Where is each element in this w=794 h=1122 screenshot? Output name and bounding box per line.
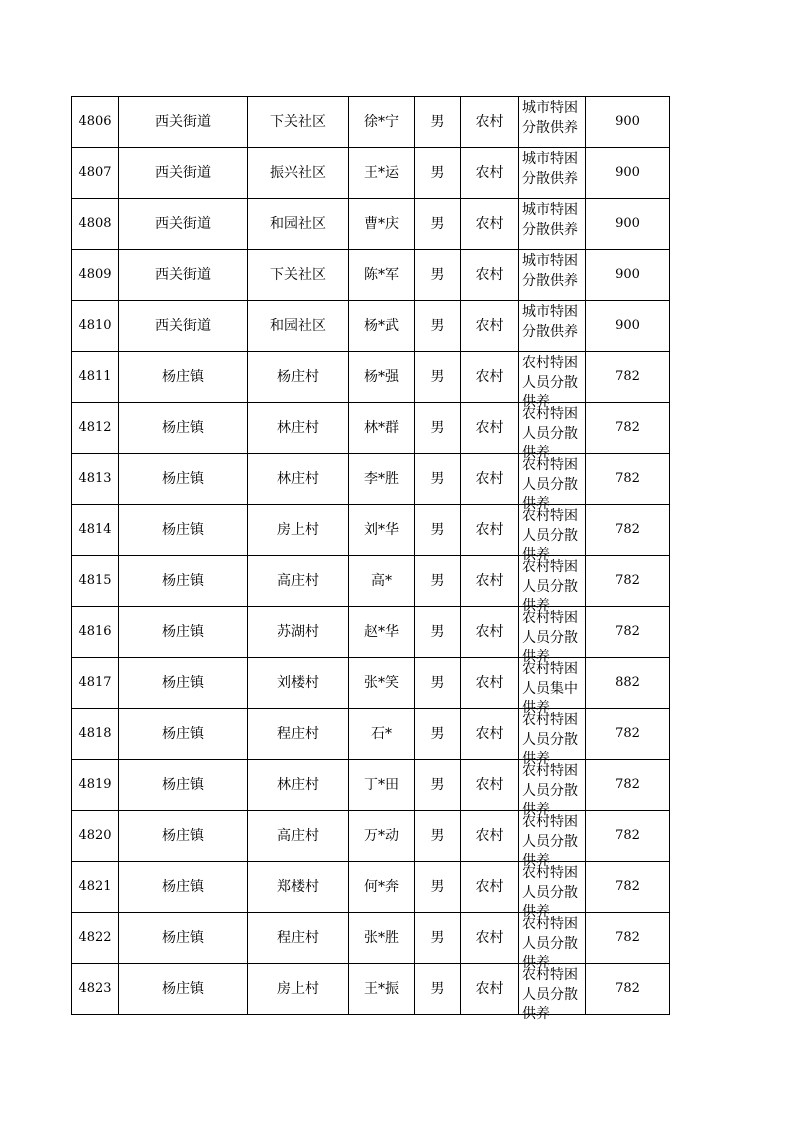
amount-cell: 782 — [586, 964, 670, 1015]
gender-cell: 男 — [415, 301, 461, 352]
town-cell: 杨庄镇 — [119, 352, 248, 403]
amount-cell: 782 — [586, 505, 670, 556]
table-row — [72, 658, 670, 709]
row-id-cell: 4818 — [72, 709, 119, 760]
support-category-cell — [519, 913, 586, 971]
row-id-cell: 4822 — [72, 913, 119, 964]
table-row — [72, 505, 670, 556]
support-category-cell — [519, 862, 586, 920]
support-category-text: 农村特困人员分散供养 — [522, 508, 578, 563]
support-category-cell — [519, 454, 586, 512]
amount-cell: 900 — [586, 148, 670, 199]
person-name-cell: 何*奔 — [349, 862, 415, 913]
residence-type-cell: 农村 — [461, 964, 519, 1015]
residence-type-cell: 农村 — [461, 199, 519, 250]
person-name-cell: 张*胜 — [349, 913, 415, 964]
gender-cell: 男 — [415, 505, 461, 556]
table-row — [72, 199, 670, 250]
support-category-cell — [519, 505, 586, 563]
amount-cell: 900 — [586, 301, 670, 352]
person-name-cell: 张*笑 — [349, 658, 415, 709]
town-cell: 西关街道 — [119, 97, 248, 148]
row-id-cell: 4813 — [72, 454, 119, 505]
row-id-cell: 4810 — [72, 301, 119, 352]
residence-type-cell: 农村 — [461, 607, 519, 658]
person-name-cell: 王*运 — [349, 148, 415, 199]
residence-type-cell: 农村 — [461, 658, 519, 709]
gender-cell: 男 — [415, 403, 461, 454]
town-cell: 杨庄镇 — [119, 556, 248, 607]
town-cell: 杨庄镇 — [119, 709, 248, 760]
table-row — [72, 352, 670, 403]
support-category-cell — [519, 199, 586, 250]
amount-cell: 900 — [586, 97, 670, 148]
gender-cell: 男 — [415, 862, 461, 913]
table-body — [72, 97, 670, 1022]
gender-cell: 男 — [415, 250, 461, 301]
gender-cell: 男 — [415, 199, 461, 250]
person-name-cell: 石* — [349, 709, 415, 760]
village-cell: 高庄村 — [248, 556, 349, 607]
row-id-cell: 4817 — [72, 658, 119, 709]
gender-cell: 男 — [415, 607, 461, 658]
amount-cell: 782 — [586, 454, 670, 505]
row-id-cell: 4806 — [72, 97, 119, 148]
town-cell: 西关街道 — [119, 250, 248, 301]
residence-type-cell: 农村 — [461, 913, 519, 964]
village-cell: 程庄村 — [248, 709, 349, 760]
person-name-cell: 万*动 — [349, 811, 415, 862]
village-cell: 林庄村 — [248, 760, 349, 811]
village-cell: 房上村 — [248, 964, 349, 1015]
row-id-cell: 4808 — [72, 199, 119, 250]
support-category-text: 农村特困人员分散供养 — [522, 559, 578, 614]
gender-cell: 男 — [415, 658, 461, 709]
residence-type-cell: 农村 — [461, 811, 519, 862]
village-cell: 高庄村 — [248, 811, 349, 862]
person-name-cell: 曹*庆 — [349, 199, 415, 250]
person-name-cell: 赵*华 — [349, 607, 415, 658]
amount-cell: 900 — [586, 199, 670, 250]
person-name-cell: 杨*强 — [349, 352, 415, 403]
table-row — [72, 607, 670, 658]
person-name-cell: 陈*军 — [349, 250, 415, 301]
table-row — [72, 964, 670, 1015]
town-cell: 杨庄镇 — [119, 454, 248, 505]
row-id-cell: 4809 — [72, 250, 119, 301]
table-row — [72, 97, 670, 148]
gender-cell: 男 — [415, 97, 461, 148]
support-category-cell — [519, 403, 586, 461]
town-cell: 杨庄镇 — [119, 913, 248, 964]
residence-type-cell: 农村 — [461, 862, 519, 913]
support-category-cell — [519, 148, 586, 199]
gender-cell: 男 — [415, 454, 461, 505]
village-cell: 下关社区 — [248, 250, 349, 301]
support-category-cell — [519, 352, 586, 410]
amount-cell: 782 — [586, 760, 670, 811]
table-row — [72, 556, 670, 607]
village-cell: 林庄村 — [248, 454, 349, 505]
residence-type-cell: 农村 — [461, 301, 519, 352]
row-id-cell: 4816 — [72, 607, 119, 658]
gender-cell: 男 — [415, 964, 461, 1015]
person-name-cell: 刘*华 — [349, 505, 415, 556]
support-category-cell — [519, 811, 586, 869]
village-cell: 苏湖村 — [248, 607, 349, 658]
table-row — [72, 403, 670, 454]
table-row — [72, 811, 670, 862]
town-cell: 西关街道 — [119, 148, 248, 199]
village-cell: 郑楼村 — [248, 862, 349, 913]
town-cell: 杨庄镇 — [119, 505, 248, 556]
support-category-text: 城市特困分散供养 — [522, 100, 578, 136]
amount-cell: 782 — [586, 607, 670, 658]
amount-cell: 782 — [586, 913, 670, 964]
support-category-text: 城市特困分散供养 — [522, 202, 578, 238]
residence-type-cell: 农村 — [461, 454, 519, 505]
person-name-cell: 王*振 — [349, 964, 415, 1015]
amount-cell: 782 — [586, 811, 670, 862]
support-category-text: 农村特困人员集中供养 — [522, 661, 578, 716]
gender-cell: 男 — [415, 556, 461, 607]
gender-cell: 男 — [415, 148, 461, 199]
town-cell: 西关街道 — [119, 199, 248, 250]
support-category-cell — [519, 964, 586, 1022]
table-row — [72, 250, 670, 301]
town-cell: 杨庄镇 — [119, 964, 248, 1015]
gender-cell: 男 — [415, 811, 461, 862]
row-id-cell: 4807 — [72, 148, 119, 199]
town-cell: 杨庄镇 — [119, 811, 248, 862]
row-id-cell: 4815 — [72, 556, 119, 607]
row-id-cell: 4814 — [72, 505, 119, 556]
row-id-cell: 4821 — [72, 862, 119, 913]
support-category-cell — [519, 607, 586, 665]
person-name-cell: 李*胜 — [349, 454, 415, 505]
town-cell: 杨庄镇 — [119, 658, 248, 709]
amount-cell: 882 — [586, 658, 670, 709]
support-category-cell — [519, 301, 586, 352]
town-cell: 杨庄镇 — [119, 760, 248, 811]
town-cell: 杨庄镇 — [119, 862, 248, 913]
row-id-cell: 4811 — [72, 352, 119, 403]
support-category-text: 农村特困人员分散供养 — [522, 814, 578, 869]
person-name-cell: 徐*宁 — [349, 97, 415, 148]
gender-cell: 男 — [415, 913, 461, 964]
town-cell: 西关街道 — [119, 301, 248, 352]
residence-type-cell: 农村 — [461, 403, 519, 454]
table-row — [72, 862, 670, 913]
support-category-text: 农村特困人员分散供养 — [522, 355, 578, 410]
support-category-text: 农村特困人员分散供养 — [522, 865, 578, 920]
person-name-cell: 杨*武 — [349, 301, 415, 352]
residence-type-cell: 农村 — [461, 250, 519, 301]
amount-cell: 782 — [586, 709, 670, 760]
amount-cell: 782 — [586, 403, 670, 454]
amount-cell: 782 — [586, 352, 670, 403]
residence-type-cell: 农村 — [461, 760, 519, 811]
row-id-cell: 4820 — [72, 811, 119, 862]
support-category-text: 城市特困分散供养 — [522, 151, 578, 187]
town-cell: 杨庄镇 — [119, 403, 248, 454]
village-cell: 刘楼村 — [248, 658, 349, 709]
residence-type-cell: 农村 — [461, 148, 519, 199]
residence-type-cell: 农村 — [461, 709, 519, 760]
table-row — [72, 760, 670, 811]
person-name-cell: 林*群 — [349, 403, 415, 454]
village-cell: 下关社区 — [248, 97, 349, 148]
support-category-cell — [519, 709, 586, 767]
village-cell: 杨庄村 — [248, 352, 349, 403]
residence-type-cell: 农村 — [461, 97, 519, 148]
row-id-cell: 4823 — [72, 964, 119, 1015]
table-row — [72, 301, 670, 352]
amount-cell: 782 — [586, 862, 670, 913]
support-category-cell — [519, 250, 586, 301]
village-cell: 房上村 — [248, 505, 349, 556]
residence-type-cell: 农村 — [461, 352, 519, 403]
support-category-text: 农村特困人员分散供养 — [522, 712, 578, 767]
person-name-cell: 高* — [349, 556, 415, 607]
village-cell: 林庄村 — [248, 403, 349, 454]
support-category-text: 城市特困分散供养 — [522, 253, 578, 289]
amount-cell: 900 — [586, 250, 670, 301]
support-category-cell — [519, 658, 586, 716]
row-id-cell: 4812 — [72, 403, 119, 454]
support-category-text: 农村特困人员分散供养 — [522, 967, 578, 1022]
gender-cell: 男 — [415, 760, 461, 811]
residence-type-cell: 农村 — [461, 556, 519, 607]
village-cell: 和园社区 — [248, 199, 349, 250]
residence-type-cell: 农村 — [461, 505, 519, 556]
village-cell: 和园社区 — [248, 301, 349, 352]
table-row — [72, 709, 670, 760]
support-category-cell — [519, 556, 586, 614]
table-row — [72, 148, 670, 199]
amount-cell: 782 — [586, 556, 670, 607]
row-id-cell: 4819 — [72, 760, 119, 811]
beneficiary-table — [71, 96, 670, 1022]
support-category-cell — [519, 760, 586, 818]
village-cell: 程庄村 — [248, 913, 349, 964]
village-cell: 振兴社区 — [248, 148, 349, 199]
table-row — [72, 454, 670, 505]
gender-cell: 男 — [415, 709, 461, 760]
support-category-text: 农村特困人员分散供养 — [522, 763, 578, 818]
support-category-text: 农村特困人员分散供养 — [522, 457, 578, 512]
support-category-cell — [519, 97, 586, 148]
support-category-text: 农村特困人员分散供养 — [522, 610, 578, 665]
town-cell: 杨庄镇 — [119, 607, 248, 658]
gender-cell: 男 — [415, 352, 461, 403]
support-category-text: 城市特困分散供养 — [522, 304, 578, 340]
support-category-text: 农村特困人员分散供养 — [522, 916, 578, 971]
person-name-cell: 丁*田 — [349, 760, 415, 811]
support-category-text: 农村特困人员分散供养 — [522, 406, 578, 461]
table-row — [72, 913, 670, 964]
